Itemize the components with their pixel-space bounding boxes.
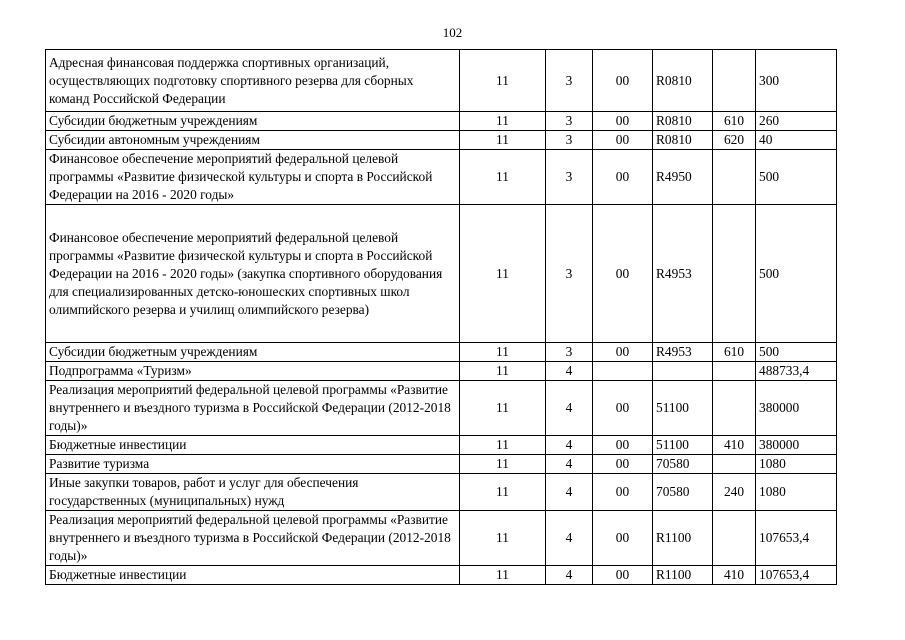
row-target-item-cell: R0810 xyxy=(653,131,713,150)
row-section-cell: 11 xyxy=(460,131,546,150)
row-expense-type-cell xyxy=(713,150,756,205)
row-name-cell: Финансовое обеспечение мероприятий федеральной целевой программы «Развитие физической культуры и спорта в Российской Федерации на 2016 - 2020 годы» xyxy=(46,150,460,205)
row-target-item-cell: R4950 xyxy=(653,150,713,205)
row-program-cell: 00 xyxy=(593,131,653,150)
row-program-cell: 00 xyxy=(593,205,653,343)
table-row xyxy=(46,112,837,131)
row-amount-cell: 380000 xyxy=(756,436,837,455)
row-section-cell: 11 xyxy=(460,566,546,585)
row-expense-type-cell: 410 xyxy=(713,566,756,585)
row-program-cell: 00 xyxy=(593,112,653,131)
table-row xyxy=(46,131,837,150)
budget-table xyxy=(45,49,837,585)
row-subsection-cell: 4 xyxy=(546,381,593,436)
table-body xyxy=(46,50,837,585)
row-target-item-cell: R0810 xyxy=(653,112,713,131)
row-subsection-cell: 3 xyxy=(546,343,593,362)
row-subsection-cell: 4 xyxy=(546,455,593,474)
row-amount-cell: 380000 xyxy=(756,381,837,436)
row-name-cell: Подпрограмма «Туризм» xyxy=(46,362,460,381)
row-amount-cell: 500 xyxy=(756,343,837,362)
row-subsection-cell: 4 xyxy=(546,362,593,381)
row-target-item-cell: R1100 xyxy=(653,511,713,566)
row-subsection-cell: 3 xyxy=(546,112,593,131)
row-program-cell: 00 xyxy=(593,436,653,455)
row-amount-cell: 488733,4 xyxy=(756,362,837,381)
row-amount-cell: 260 xyxy=(756,112,837,131)
row-target-item-cell: R4953 xyxy=(653,205,713,343)
row-amount-cell: 40 xyxy=(756,131,837,150)
row-amount-cell: 300 xyxy=(756,50,837,112)
table-row xyxy=(46,566,837,585)
row-name-cell: Бюджетные инвестиции xyxy=(46,436,460,455)
row-expense-type-cell xyxy=(713,511,756,566)
row-expense-type-cell xyxy=(713,362,756,381)
row-name-cell: Субсидии бюджетным учреждениям xyxy=(46,112,460,131)
row-program-cell: 00 xyxy=(593,50,653,112)
row-amount-cell: 1080 xyxy=(756,474,837,511)
row-subsection-cell: 3 xyxy=(546,50,593,112)
row-section-cell: 11 xyxy=(460,50,546,112)
row-name-cell: Реализация мероприятий федеральной целевой программы «Развитие внутреннего и въездного туризма в Российской Федерации (2012-2018 годы)» xyxy=(46,511,460,566)
table-row xyxy=(46,205,837,343)
table-row xyxy=(46,381,837,436)
table-row xyxy=(46,362,837,381)
row-section-cell: 11 xyxy=(460,455,546,474)
row-name-cell: Субсидии бюджетным учреждениям xyxy=(46,343,460,362)
table-row xyxy=(46,455,837,474)
row-target-item-cell: 70580 xyxy=(653,455,713,474)
row-section-cell: 11 xyxy=(460,436,546,455)
table-row xyxy=(46,50,837,112)
row-subsection-cell: 3 xyxy=(546,205,593,343)
table-row xyxy=(46,436,837,455)
row-subsection-cell: 4 xyxy=(546,566,593,585)
row-section-cell: 11 xyxy=(460,150,546,205)
row-program-cell: 00 xyxy=(593,474,653,511)
row-name-cell: Реализация мероприятий федеральной целевой программы «Развитие внутреннего и въездного туризма в Российской Федерации (2012-2018 годы)» xyxy=(46,381,460,436)
row-expense-type-cell xyxy=(713,455,756,474)
row-name-cell: Финансовое обеспечение мероприятий федеральной целевой программы «Развитие физической культуры и спорта в Российской Федерации на 2016 - 2020 годы» (закупка спортивного оборудования для специализированных детско-юношеских спортивных школ олимпийского резерва и училищ олимпийского резерва) xyxy=(46,205,460,343)
page-number: 102 xyxy=(442,25,463,40)
row-target-item-cell: R4953 xyxy=(653,343,713,362)
row-subsection-cell: 4 xyxy=(546,436,593,455)
row-expense-type-cell xyxy=(713,381,756,436)
row-target-item-cell: R0810 xyxy=(653,50,713,112)
row-amount-cell: 500 xyxy=(756,205,837,343)
row-name-cell: Бюджетные инвестиции xyxy=(46,566,460,585)
table-row xyxy=(46,150,837,205)
row-program-cell: 00 xyxy=(593,566,653,585)
row-target-item-cell: 51100 xyxy=(653,381,713,436)
row-name-cell: Адресная финансовая поддержка спортивных организаций, осуществляющих подготовку спортивного резерва для сборных команд Российской Федерации xyxy=(46,50,460,112)
row-amount-cell: 107653,4 xyxy=(756,511,837,566)
row-program-cell: 00 xyxy=(593,511,653,566)
row-section-cell: 11 xyxy=(460,205,546,343)
row-expense-type-cell: 620 xyxy=(713,131,756,150)
row-name-cell: Иные закупки товаров, работ и услуг для обеспечения государственных (муниципальных) нужд xyxy=(46,474,460,511)
row-expense-type-cell: 410 xyxy=(713,436,756,455)
row-section-cell: 11 xyxy=(460,381,546,436)
row-program-cell xyxy=(593,362,653,381)
row-target-item-cell xyxy=(653,362,713,381)
row-section-cell: 11 xyxy=(460,343,546,362)
row-amount-cell: 500 xyxy=(756,150,837,205)
row-name-cell: Субсидии автономным учреждениям xyxy=(46,131,460,150)
row-target-item-cell: R1100 xyxy=(653,566,713,585)
row-subsection-cell: 4 xyxy=(546,511,593,566)
row-section-cell: 11 xyxy=(460,112,546,131)
row-program-cell: 00 xyxy=(593,343,653,362)
table-row xyxy=(46,343,837,362)
row-expense-type-cell xyxy=(713,205,756,343)
row-section-cell: 11 xyxy=(460,511,546,566)
row-amount-cell: 1080 xyxy=(756,455,837,474)
row-subsection-cell: 4 xyxy=(546,474,593,511)
table-row xyxy=(46,511,837,566)
row-amount-cell: 107653,4 xyxy=(756,566,837,585)
row-name-cell: Развитие туризма xyxy=(46,455,460,474)
table-row xyxy=(46,474,837,511)
row-target-item-cell: 70580 xyxy=(653,474,713,511)
row-expense-type-cell: 610 xyxy=(713,343,756,362)
row-subsection-cell: 3 xyxy=(546,131,593,150)
row-target-item-cell: 51100 xyxy=(653,436,713,455)
row-expense-type-cell xyxy=(713,50,756,112)
row-section-cell: 11 xyxy=(460,362,546,381)
row-program-cell: 00 xyxy=(593,381,653,436)
row-expense-type-cell: 240 xyxy=(713,474,756,511)
row-expense-type-cell: 610 xyxy=(713,112,756,131)
row-section-cell: 11 xyxy=(460,474,546,511)
row-subsection-cell: 3 xyxy=(546,150,593,205)
row-program-cell: 00 xyxy=(593,455,653,474)
row-program-cell: 00 xyxy=(593,150,653,205)
